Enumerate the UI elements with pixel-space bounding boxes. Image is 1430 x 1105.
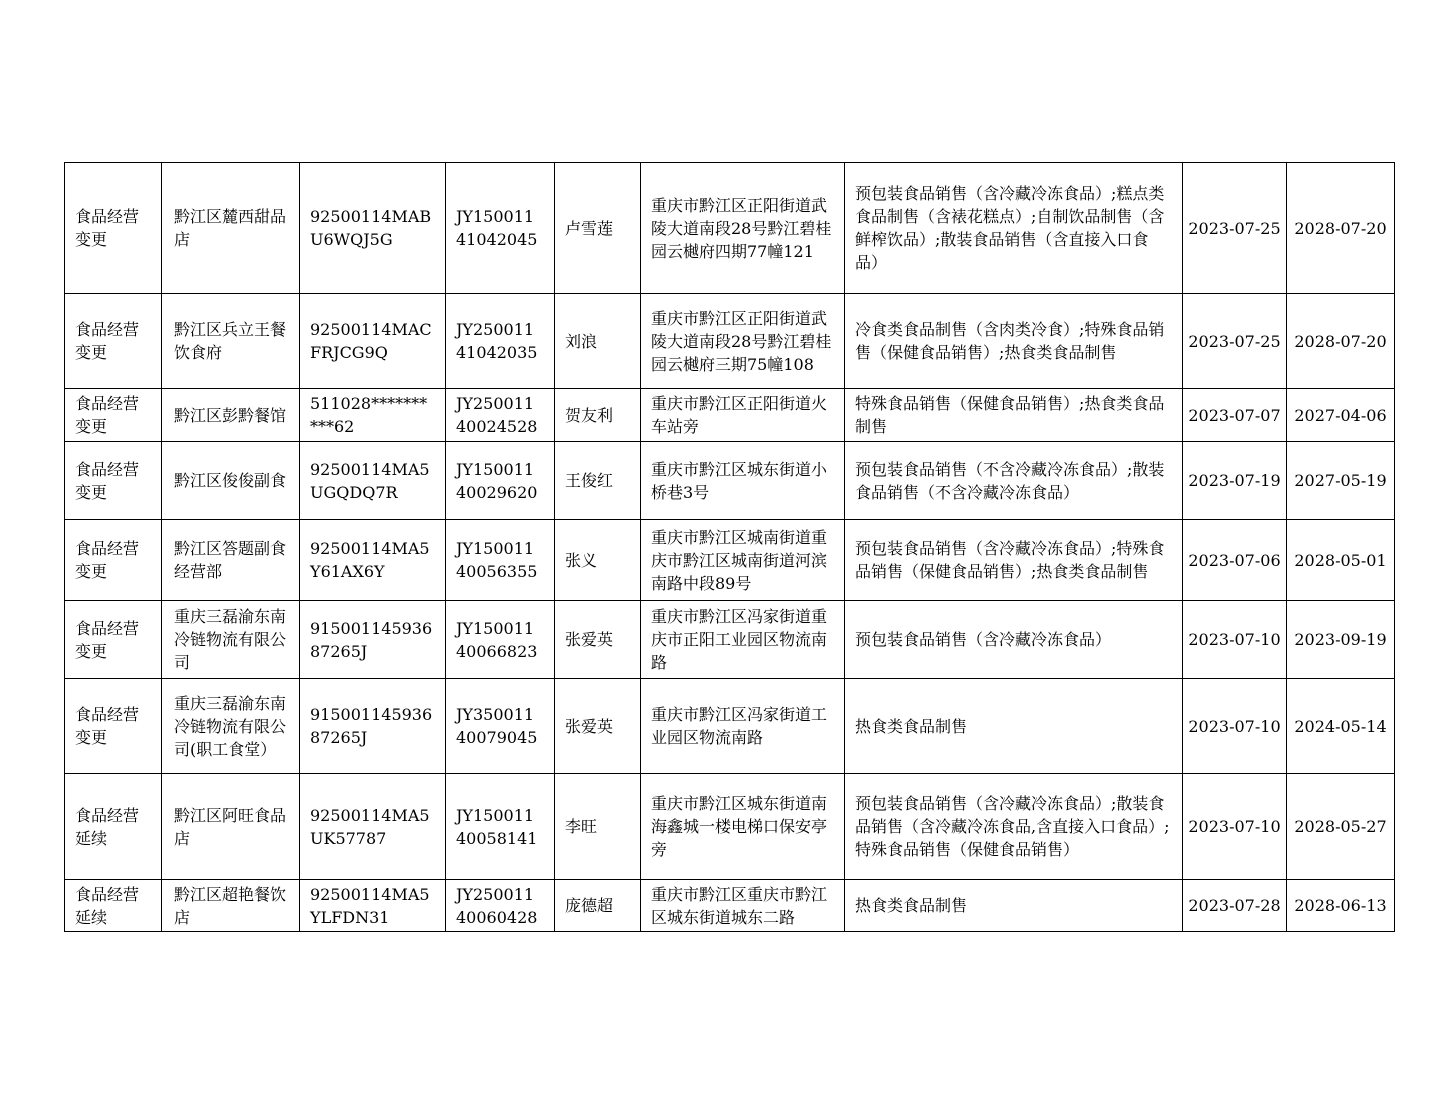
issue-date-cell: 2023-07-07 bbox=[1183, 389, 1287, 442]
business-name-cell: 黔江区麓西甜品店 bbox=[162, 163, 300, 294]
business-scope-cell: 预包装食品销售（含冷藏冷冻食品）;糕点类食品制售（含裱花糕点）;自制饮品制售（含鲜榨饮品）;散装食品销售（含直接入口食品） bbox=[845, 163, 1183, 294]
license-number-cell: JY15001140058141 bbox=[446, 774, 555, 880]
expiry-date-cell: 2027-05-19 bbox=[1287, 442, 1395, 520]
address-cell: 重庆市黔江区冯家街道工业园区物流南路 bbox=[641, 679, 845, 774]
business-name-cell: 黔江区俊俊副食 bbox=[162, 442, 300, 520]
expiry-date-cell: 2024-05-14 bbox=[1287, 679, 1395, 774]
license-number-cell: JY15001141042045 bbox=[446, 163, 555, 294]
license-number-cell: JY25001141042035 bbox=[446, 294, 555, 389]
legal-person-cell: 庞德超 bbox=[555, 880, 641, 932]
license-number-cell: JY25001140060428 bbox=[446, 880, 555, 932]
table-row bbox=[65, 163, 1395, 294]
business-name-cell: 黔江区兵立王餐饮食府 bbox=[162, 294, 300, 389]
expiry-date-cell: 2028-05-01 bbox=[1287, 520, 1395, 601]
expiry-date-cell: 2028-07-20 bbox=[1287, 163, 1395, 294]
issue-date-cell: 2023-07-10 bbox=[1183, 774, 1287, 880]
business-name-cell: 黔江区阿旺食品店 bbox=[162, 774, 300, 880]
credit-code-cell: 92500114MA5UK57787 bbox=[300, 774, 446, 880]
issue-date-cell: 2023-07-10 bbox=[1183, 601, 1287, 679]
issue-date-cell: 2023-07-28 bbox=[1183, 880, 1287, 932]
legal-person-cell: 李旺 bbox=[555, 774, 641, 880]
business-scope-cell: 热食类食品制售 bbox=[845, 880, 1183, 932]
expiry-date-cell: 2027-04-06 bbox=[1287, 389, 1395, 442]
business-scope-cell: 冷食类食品制售（含肉类冷食）;特殊食品销售（保健食品销售）;热食类食品制售 bbox=[845, 294, 1183, 389]
credit-code-cell: 511028**********62 bbox=[300, 389, 446, 442]
address-cell: 重庆市黔江区重庆市黔江区城东街道城东二路 bbox=[641, 880, 845, 932]
address-cell: 重庆市黔江区城东街道小桥巷3号 bbox=[641, 442, 845, 520]
table-row bbox=[65, 880, 1395, 932]
issue-date-cell: 2023-07-25 bbox=[1183, 294, 1287, 389]
credit-code-cell: 92500114MABU6WQJ5G bbox=[300, 163, 446, 294]
item-type-cell: 食品经营变更 bbox=[65, 389, 162, 442]
table-row bbox=[65, 601, 1395, 679]
table-row bbox=[65, 442, 1395, 520]
expiry-date-cell: 2028-05-27 bbox=[1287, 774, 1395, 880]
item-type-cell: 食品经营变更 bbox=[65, 601, 162, 679]
item-type-cell: 食品经营变更 bbox=[65, 520, 162, 601]
address-cell: 重庆市黔江区冯家街道重庆市正阳工业园区物流南路 bbox=[641, 601, 845, 679]
license-number-cell: JY25001140024528 bbox=[446, 389, 555, 442]
address-cell: 重庆市黔江区正阳街道火车站旁 bbox=[641, 389, 845, 442]
expiry-date-cell: 2023-09-19 bbox=[1287, 601, 1395, 679]
item-type-cell: 食品经营变更 bbox=[65, 679, 162, 774]
business-name-cell: 重庆三磊渝东南冷链物流有限公司 bbox=[162, 601, 300, 679]
business-name-cell: 黔江区彭黔餐馆 bbox=[162, 389, 300, 442]
legal-person-cell: 张义 bbox=[555, 520, 641, 601]
item-type-cell: 食品经营延续 bbox=[65, 880, 162, 932]
table-row bbox=[65, 389, 1395, 442]
business-name-cell: 重庆三磊渝东南冷链物流有限公司(职工食堂） bbox=[162, 679, 300, 774]
business-name-cell: 黔江区答题副食经营部 bbox=[162, 520, 300, 601]
credit-code-cell: 92500114MA5YLFDN31 bbox=[300, 880, 446, 932]
license-number-cell: JY15001140029620 bbox=[446, 442, 555, 520]
business-name-cell: 黔江区超艳餐饮店 bbox=[162, 880, 300, 932]
business-scope-cell: 预包装食品销售（含冷藏冷冻食品）;特殊食品销售（保健食品销售）;热食类食品制售 bbox=[845, 520, 1183, 601]
credit-code-cell: 92500114MACFRJCG9Q bbox=[300, 294, 446, 389]
legal-person-cell: 王俊红 bbox=[555, 442, 641, 520]
business-scope-cell: 预包装食品销售（含冷藏冷冻食品） bbox=[845, 601, 1183, 679]
license-number-cell: JY15001140066823 bbox=[446, 601, 555, 679]
business-scope-cell: 特殊食品销售（保健食品销售）;热食类食品制售 bbox=[845, 389, 1183, 442]
legal-person-cell: 贺友利 bbox=[555, 389, 641, 442]
legal-person-cell: 卢雪莲 bbox=[555, 163, 641, 294]
business-scope-cell: 热食类食品制售 bbox=[845, 679, 1183, 774]
issue-date-cell: 2023-07-10 bbox=[1183, 679, 1287, 774]
table-row bbox=[65, 679, 1395, 774]
table-row bbox=[65, 294, 1395, 389]
table-row bbox=[65, 774, 1395, 880]
item-type-cell: 食品经营变更 bbox=[65, 294, 162, 389]
issue-date-cell: 2023-07-25 bbox=[1183, 163, 1287, 294]
address-cell: 重庆市黔江区城东街道南海鑫城一楼电梯口保安亭旁 bbox=[641, 774, 845, 880]
table-row bbox=[65, 520, 1395, 601]
license-number-cell: JY35001140079045 bbox=[446, 679, 555, 774]
legal-person-cell: 张爱英 bbox=[555, 679, 641, 774]
expiry-date-cell: 2028-06-13 bbox=[1287, 880, 1395, 932]
address-cell: 重庆市黔江区正阳街道武陵大道南段28号黔江碧桂园云樾府三期75幢108 bbox=[641, 294, 845, 389]
credit-code-cell: 92500114MA5UGQDQ7R bbox=[300, 442, 446, 520]
address-cell: 重庆市黔江区城南街道重庆市黔江区城南街道河滨南路中段89号 bbox=[641, 520, 845, 601]
address-cell: 重庆市黔江区正阳街道武陵大道南段28号黔江碧桂园云樾府四期77幢121 bbox=[641, 163, 845, 294]
license-number-cell: JY15001140056355 bbox=[446, 520, 555, 601]
business-scope-cell: 预包装食品销售（含冷藏冷冻食品）;散装食品销售（含冷藏冷冻食品,含直接入口食品）;特殊食品销售（保健食品销售） bbox=[845, 774, 1183, 880]
credit-code-cell: 91500114593687265J bbox=[300, 601, 446, 679]
issue-date-cell: 2023-07-19 bbox=[1183, 442, 1287, 520]
legal-person-cell: 刘浪 bbox=[555, 294, 641, 389]
business-scope-cell: 预包装食品销售（不含冷藏冷冻食品）;散装食品销售（不含冷藏冷冻食品） bbox=[845, 442, 1183, 520]
license-records-table bbox=[64, 162, 1395, 932]
issue-date-cell: 2023-07-06 bbox=[1183, 520, 1287, 601]
item-type-cell: 食品经营变更 bbox=[65, 163, 162, 294]
credit-code-cell: 91500114593687265J bbox=[300, 679, 446, 774]
legal-person-cell: 张爱英 bbox=[555, 601, 641, 679]
credit-code-cell: 92500114MA5Y61AX6Y bbox=[300, 520, 446, 601]
item-type-cell: 食品经营变更 bbox=[65, 442, 162, 520]
expiry-date-cell: 2028-07-20 bbox=[1287, 294, 1395, 389]
item-type-cell: 食品经营延续 bbox=[65, 774, 162, 880]
